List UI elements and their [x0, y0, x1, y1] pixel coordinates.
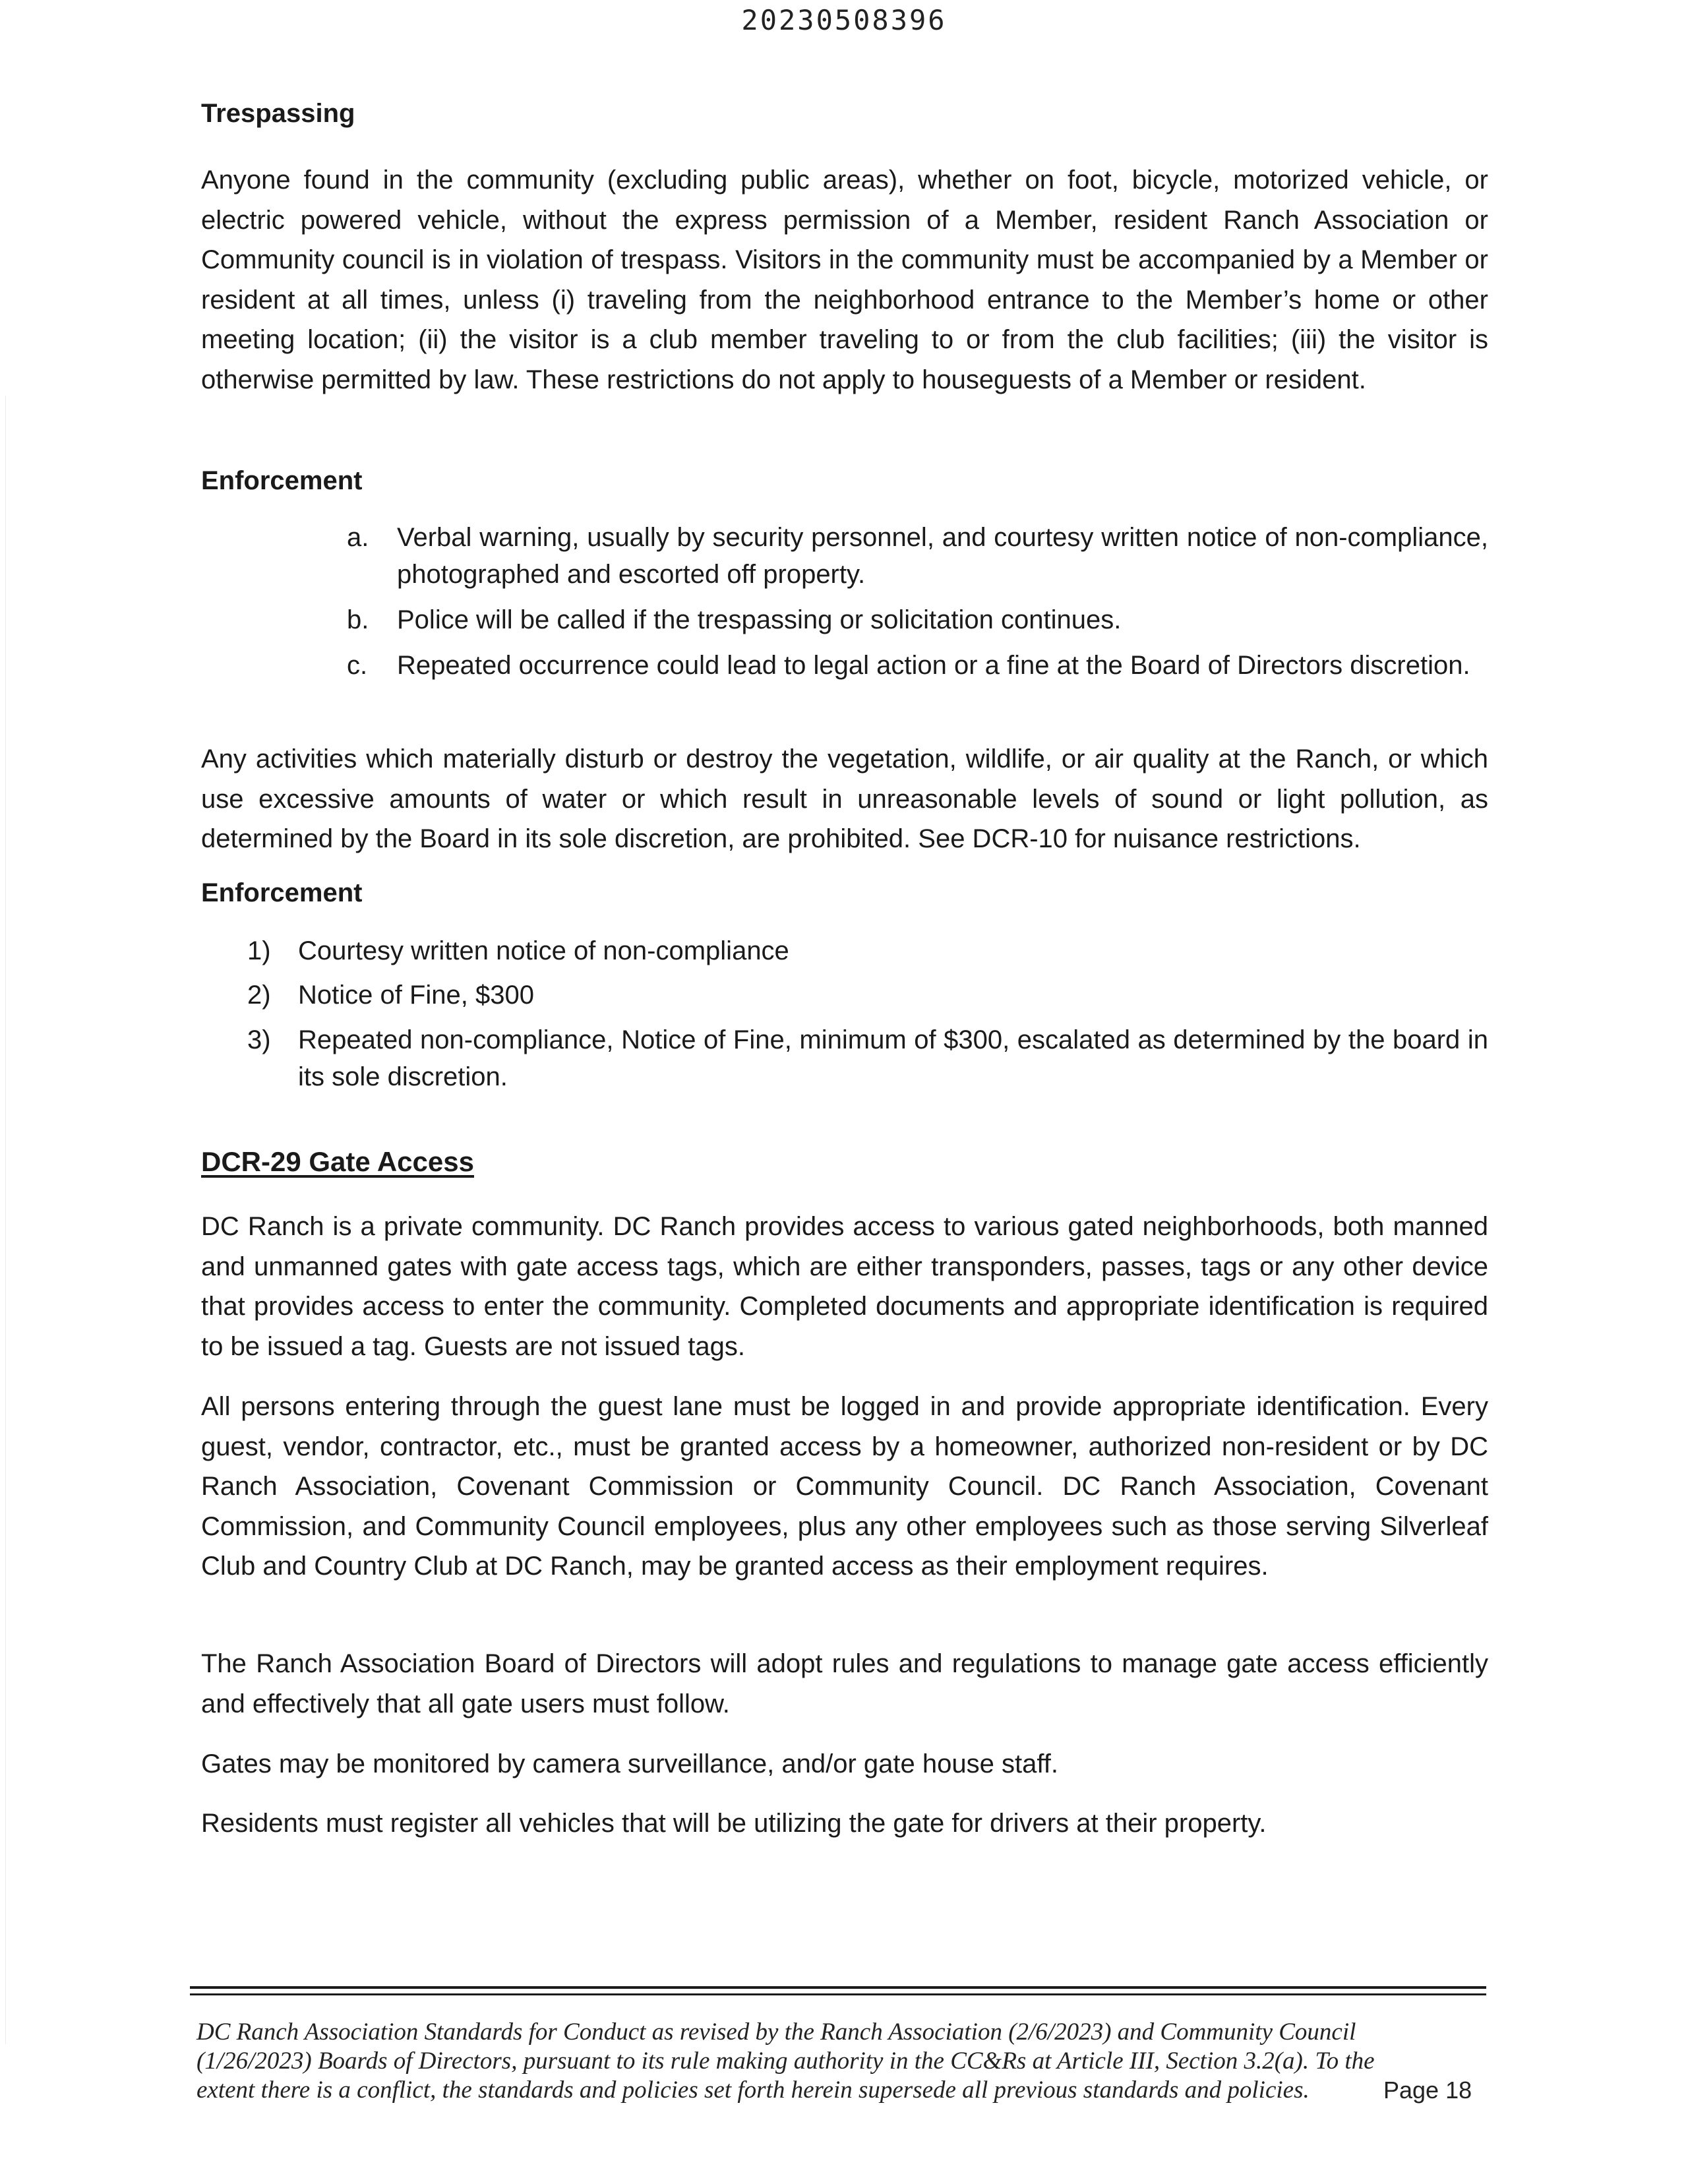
trespassing-heading: Trespassing	[201, 99, 355, 128]
footer-line-1: DC Ranch Association Standards for Conduct as revised by the Ranch Association (2/6/2023) and Community Council	[196, 2018, 1356, 2046]
list-marker-a: a.	[347, 523, 369, 552]
footer-rule-thin	[190, 1993, 1486, 1995]
gate-access-paragraph-4: Gates may be monitored by camera surveillance, and/or gate house staff.	[201, 1749, 1058, 1778]
enforcement-item-a: Verbal warning, usually by security personnel, and courtesy written notice of non-compliance, photographed and escorted off property.	[397, 523, 1488, 589]
gate-access-paragraph-5: Residents must register all vehicles that will be utilizing the gate for drivers at their property.	[201, 1809, 1267, 1838]
gate-access-paragraph-3: The Ranch Association Board of Directors will adopt rules and regulations to manage gate access efficiently and effectively that all gate users must follow.	[201, 1649, 1488, 1718]
list-marker-b: b.	[347, 605, 369, 634]
footer-line-3: extent there is a conflict, the standards and policies set forth herein supersede all previous standards and policies.	[196, 2077, 1310, 2104]
gate-access-paragraph-1: DC Ranch is a private community. DC Ranch provides access to various gated neighborhoods, both manned and unmanned gates with gate access tags, which are either transponders, passes, tags or any other device that provides access to enter the community. Completed documents and appropriate identification is required to be issued a tag. Guests are not issued tags.	[201, 1212, 1488, 1361]
gate-access-paragraph-2: All persons entering through the guest lane must be logged in and provide appropriate identification. Every guest, vendor, contractor, etc., must be granted access by a homeowner, authorized non-resident or by DC Ranch Association, Covenant Commission or Community Council. DC Ranch Association, Covenant Commission, and Community Council employees, plus any other employees such as those serving Silverleaf Club and Country Club at DC Ranch, may be granted access as their employment requires.	[201, 1392, 1488, 1581]
enforcement-item-2: Notice of Fine, $300	[298, 981, 534, 1010]
enforcement-item-1: Courtesy written notice of non-compliance	[298, 936, 789, 965]
dcr-29-heading: DCR-29 Gate Access	[201, 1146, 474, 1177]
enforcement-item-b: Police will be called if the trespassing or solicitation continues.	[397, 605, 1122, 634]
footer-line-2: (1/26/2023) Boards of Directors, pursuant to its rule making authority in the CC&Rs at Article III, Section 3.2(a). To the	[196, 2048, 1375, 2075]
enforcement-heading-1: Enforcement	[201, 466, 363, 495]
trespassing-paragraph: Anyone found in the community (excluding public areas), whether on foot, bicycle, motorized vehicle, or electric powered vehicle, without the express permission of a Member, resident Ranch Association or Community council is in violation of trespass. Visitors in the community must be accompanied by a Member or resident at all times, unless (i) traveling from the neighborhood entrance to the Member’s home or other meeting location; (ii) the visitor is a club member traveling to or from the club facilities; (iii) the visitor is otherwise permitted by law. These restrictions do not apply to houseguests of a Member or resident.	[201, 166, 1488, 394]
enforcement-item-3: Repeated non-compliance, Notice of Fine, minimum of $300, escalated as determined by the board in its sole discretion.	[298, 1025, 1488, 1091]
document-number: 20230508396	[741, 4, 947, 36]
list-marker-c: c.	[347, 651, 368, 680]
list-marker-1: 1)	[247, 936, 271, 965]
list-marker-2: 2)	[247, 981, 271, 1010]
list-marker-3: 3)	[247, 1025, 271, 1054]
footer-text	[196, 2018, 1486, 2105]
footer-rule-thick	[190, 1986, 1486, 1989]
activities-paragraph: Any activities which materially disturb or destroy the vegetation, wildlife, or air quality at the Ranch, or which use excessive amounts of water or which result in unreasonable levels of sound or light pollution, as determined by the Board in its sole discretion, are prohibited. See DCR-10 for nuisance restrictions.	[201, 744, 1488, 853]
scan-edge-mark	[5, 396, 6, 2044]
enforcement-item-c: Repeated occurrence could lead to legal action or a fine at the Board of Directors discretion.	[397, 651, 1470, 680]
page-number: Page 18	[1383, 2077, 1472, 2104]
enforcement-heading-2: Enforcement	[201, 878, 363, 907]
